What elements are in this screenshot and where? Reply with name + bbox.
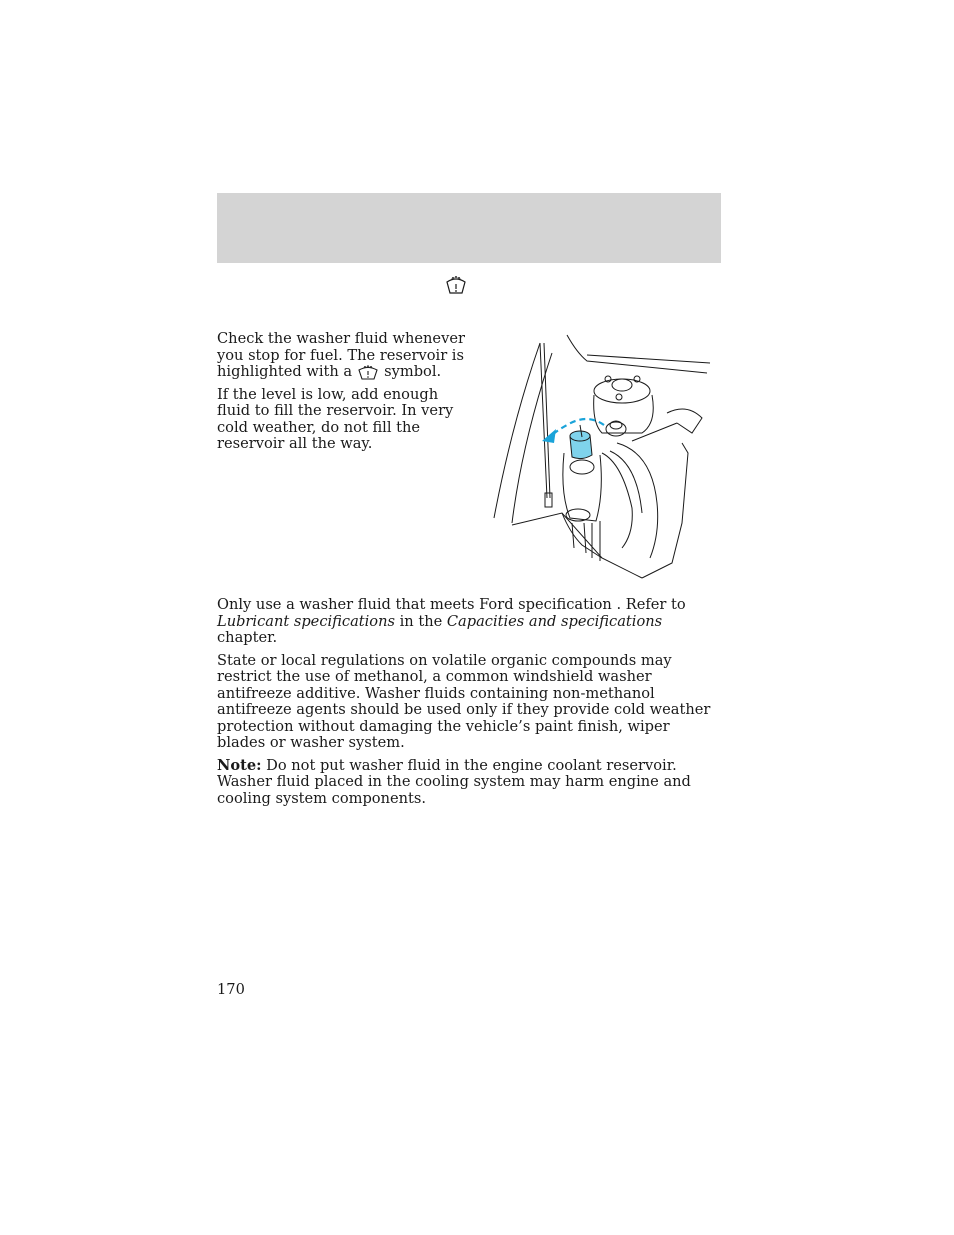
windshield-washer-icon <box>444 274 468 296</box>
intro-paragraph-2: If the level is low, add enough fluid to fill the reservoir. In very cold weather, do not fill the reservoir all the way. <box>217 385 454 452</box>
fluid-spec-text-a: Only use a washer fluid that meets Ford specification . Refer to <box>217 596 686 613</box>
note-text: Do not put washer fluid in the engine coolant reservoir. Washer fluid placed in the cooling system may harm engine and cooling system components. <box>217 756 691 807</box>
note-paragraph <box>217 758 721 808</box>
intro-column <box>217 331 465 459</box>
lubricant-specifications-reference: Lubricant specifications <box>217 612 395 630</box>
note-label: Note: <box>217 756 262 774</box>
engine-compartment-illustration <box>492 333 714 581</box>
washer-fluid-guidance <box>217 597 721 813</box>
section-header-band <box>217 193 721 263</box>
intro-p1-text: Check the washer fluid whenever you stop for fuel. The reservoir is highlighted with a <box>217 330 465 380</box>
windshield-washer-icon <box>356 364 380 380</box>
fluid-spec-text-c: chapter. <box>217 629 278 646</box>
page-number: 170 <box>217 981 245 998</box>
regulations-paragraph: State or local regulations on volatile organic compounds may restrict the use of methanol, a common windshield washer antifreeze additive. Washer fluids containing non-methanol antifreeze agents should be used only if they provide cold weather protection without damaging the vehicle’s paint finish, wiper blades or washer system. <box>217 651 711 751</box>
intro-p1-symbol: symbol. <box>384 363 442 380</box>
fluid-spec-paragraph <box>217 597 721 647</box>
capacities-specifications-reference: Capacities and specifications <box>446 612 663 630</box>
fluid-spec-text-b: in the <box>394 612 447 630</box>
intro-paragraph-1 <box>217 331 465 381</box>
